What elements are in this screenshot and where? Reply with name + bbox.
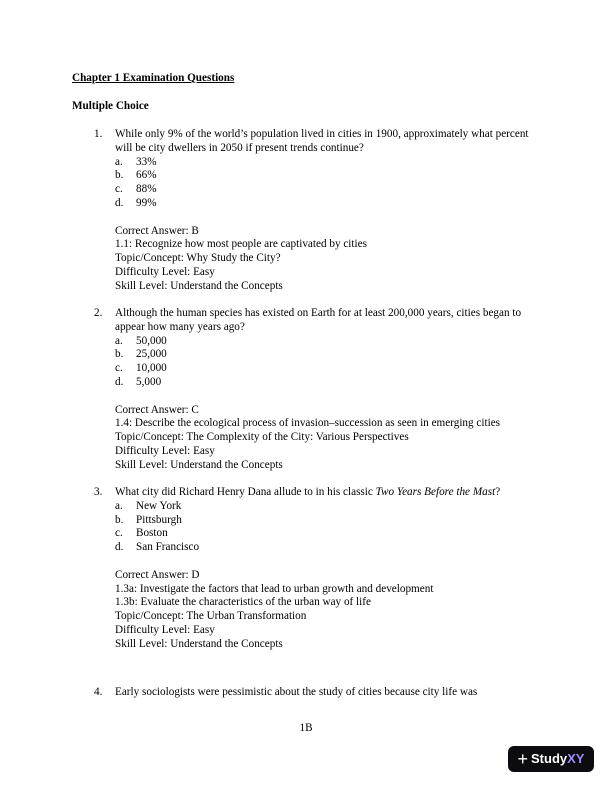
question-2 (94, 307, 544, 473)
option-letter: b. (115, 169, 124, 182)
learning-objective: 1.4: Describe the ecological process of invasion–succession as seen in emerging cities (115, 417, 501, 430)
skill-level: Skill Level: Understand the Concepts (115, 279, 283, 292)
option-letter: d. (115, 541, 124, 554)
option-text: 99% (136, 196, 157, 209)
topic-concept: Topic/Concept: The Complexity of the City: Various Perspectives (115, 431, 409, 444)
correct-answer: Correct Answer: D (115, 568, 200, 581)
option-a (115, 500, 544, 514)
option-text: 10,000 (136, 362, 167, 375)
book-title: Two Years Before the Mast (375, 486, 496, 498)
learning-objective: 1.1: Recognize how most people are captivated by cities (115, 238, 367, 251)
option-text: Boston (136, 527, 168, 540)
question-number: 2. (94, 307, 103, 319)
option-letter: c. (115, 183, 123, 196)
options-list (115, 500, 544, 555)
topic-concept: Topic/Concept: The Urban Transformation (115, 610, 307, 623)
page-number: 1B (299, 722, 313, 734)
option-letter: a. (115, 499, 123, 512)
difficulty-level: Difficulty Level: Easy (115, 444, 215, 457)
option-b (115, 169, 544, 183)
question-text-part: What city did Richard Henry Dana allude to in his classic (115, 486, 376, 498)
options-list (115, 335, 544, 390)
option-text: San Francisco (136, 541, 200, 554)
option-letter: b. (115, 348, 124, 361)
option-c (115, 527, 544, 541)
option-d (115, 197, 544, 211)
skill-level: Skill Level: Understand the Concepts (115, 637, 283, 650)
option-c (115, 362, 544, 376)
option-letter: a. (115, 334, 123, 347)
option-letter: d. (115, 375, 124, 388)
option-letter: d. (115, 196, 124, 209)
question-text-part: ? (495, 486, 501, 498)
watermark-suffix: XY (567, 751, 585, 767)
option-b (115, 514, 544, 528)
question-number: 1. (94, 128, 103, 140)
answer-meta (115, 569, 544, 652)
learning-objective: 1.3b: Evaluate the characteristics of the urban way of life (115, 596, 371, 609)
watermark-prefix: Study (531, 751, 568, 767)
skill-level: Skill Level: Understand the Concepts (115, 458, 283, 471)
topic-concept: Topic/Concept: Why Study the City? (115, 252, 281, 265)
options-list (115, 156, 544, 211)
section-heading: Multiple Choice (72, 100, 149, 112)
correct-answer: Correct Answer: B (115, 224, 199, 237)
question-1 (94, 128, 544, 294)
option-letter: c. (115, 527, 123, 540)
chapter-title: Chapter 1 Examination Questions (72, 72, 235, 84)
option-text: 5,000 (136, 375, 162, 388)
plus-icon: + (517, 749, 529, 769)
option-text: 33% (136, 155, 157, 168)
option-text: 66% (136, 169, 157, 182)
option-text: New York (136, 499, 182, 512)
option-d (115, 541, 544, 555)
learning-objective: 1.3a: Investigate the factors that lead to urban growth and development (115, 582, 434, 595)
option-text: 88% (136, 183, 157, 196)
option-d (115, 376, 544, 390)
question-text (115, 486, 544, 500)
difficulty-level: Difficulty Level: Easy (115, 623, 215, 636)
question-text: Although the human species has existed on Earth for at least 200,000 years, cities began to appear how many years ago? (115, 307, 522, 333)
option-a (115, 156, 544, 170)
question-number: 3. (94, 486, 103, 498)
answer-meta (115, 225, 544, 294)
option-letter: c. (115, 362, 123, 375)
question-3 (94, 486, 544, 652)
question-4 (94, 686, 554, 700)
option-letter: b. (115, 513, 124, 526)
studyxy-watermark (508, 746, 594, 772)
answer-meta (115, 404, 544, 473)
question-number: 4. (94, 686, 103, 698)
option-text: 25,000 (136, 348, 167, 361)
option-c (115, 183, 544, 197)
option-text: Pittsburgh (136, 513, 182, 526)
option-b (115, 348, 544, 362)
question-text: Early sociologists were pessimistic about the study of cities because city life was (115, 686, 478, 698)
question-text: While only 9% of the world’s population lived in cities in 1900, approximately what percent will be city dwellers in 2050 if present trends continue? (115, 128, 529, 154)
option-a (115, 335, 544, 349)
correct-answer: Correct Answer: C (115, 403, 199, 416)
difficulty-level: Difficulty Level: Easy (115, 265, 215, 278)
option-text: 50,000 (136, 334, 167, 347)
option-letter: a. (115, 155, 123, 168)
